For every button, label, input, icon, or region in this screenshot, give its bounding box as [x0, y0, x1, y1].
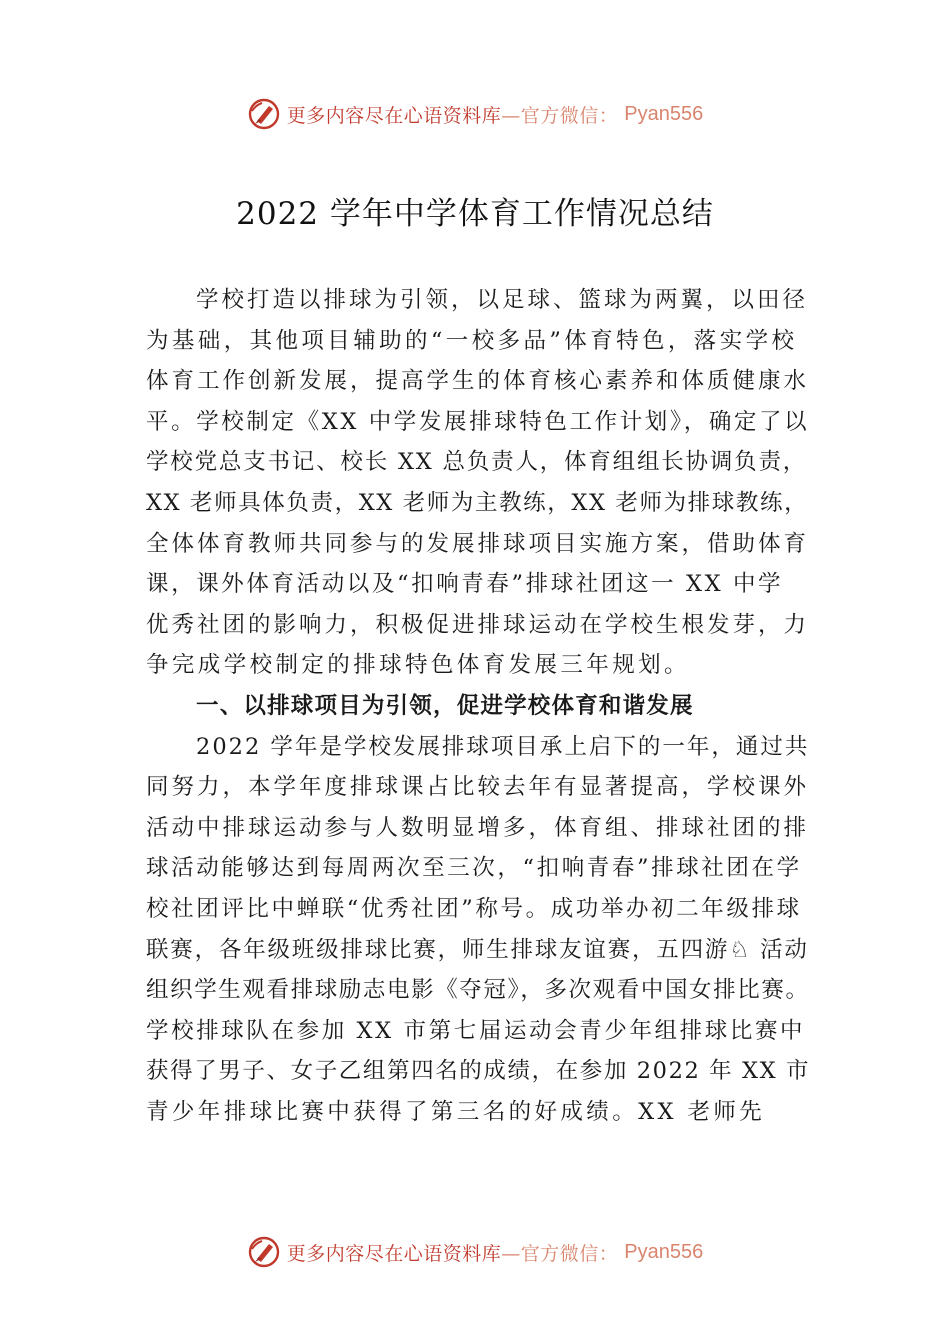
text-line: 学校排球队在参加 XX 市第七届运动会青少年组排球比赛中	[146, 1017, 806, 1044]
watermark-footer	[0, 1232, 950, 1272]
document-title: 2022 学年中学体育工作情况总结	[236, 196, 714, 232]
text-line: 球活动能够达到每周两次至三次，“扣响青春”排球社团在学	[146, 855, 802, 882]
paragraph-section-one	[146, 727, 810, 1133]
text-line: 联赛，各年级班级排球比赛，师生排球友谊赛，五四游♘ 活动	[146, 936, 809, 963]
text-line: 青少年排球比赛中获得了第三名的好成绩。XX 老师先	[146, 1098, 766, 1125]
text-line: 平。学校制定《XX 中学发展排球特色工作计划》，确定了以	[146, 408, 810, 435]
pen-logo-icon	[247, 1235, 281, 1269]
text-line: 争完成学校制定的排球特色体育发展三年规划。	[146, 652, 690, 679]
text-line: 优秀社团的影响力，积极促进排球运动在学校生根发芽，力	[146, 611, 810, 638]
text-line: 活动中排球运动参与人数明显增多，体育组、排球社团的排	[146, 814, 810, 841]
paragraph-intro	[146, 280, 810, 686]
text-line: 2022 学年是学校发展排球项目承上启下的一年，通过共	[196, 733, 810, 760]
text-line: XX 老师具体负责，XX 老师为主教练，XX 老师为排球教练，	[146, 489, 809, 516]
text-line: 获得了男子、女子乙组第四名的成绩，在参加 2022 年 XX 市	[146, 1058, 811, 1085]
text-line: 校社团评比中蝉联“优秀社团”称号。成功举办初二年级排球	[146, 895, 802, 922]
watermark-text: 更多内容尽在心语资料库—官方微信：	[286, 104, 619, 127]
text-line: 组织学生观看排球励志电影《夺冠》，多次观看中国女排比赛。	[146, 977, 810, 1004]
section-heading: 一、以排球项目为引领，促进学校体育和谐发展	[196, 692, 694, 719]
text-line: 为基础，其他项目辅助的“一校多品”体育特色，落实学校	[146, 327, 798, 354]
pen-logo-icon	[247, 97, 281, 131]
watermark-header	[0, 94, 950, 134]
text-line: 学校党总支书记、校长 XX 总负责人，体育组组长协调负责，	[146, 449, 808, 476]
watermark-wechat-id: Pyan556	[624, 1240, 704, 1263]
text-line: 体育工作创新发展，提高学生的体育核心素养和体质健康水	[146, 368, 810, 395]
text-line: 学校打造以排球为引领，以足球、篮球为两翼，以田径	[196, 287, 809, 313]
document-body	[146, 280, 810, 1132]
text-line: 同努力，本学年度排球课占比较去年有显著提高，学校课外	[146, 774, 810, 801]
watermark-text: 更多内容尽在心语资料库—官方微信：	[286, 1242, 619, 1265]
text-line: 全体体育教师共同参与的发展排球项目实施方案，借助体育	[146, 530, 810, 557]
text-line: 课，课外体育活动以及“扣响青春”排球社团这一 XX 中学	[146, 571, 784, 598]
watermark-wechat-id: Pyan556	[624, 102, 704, 125]
